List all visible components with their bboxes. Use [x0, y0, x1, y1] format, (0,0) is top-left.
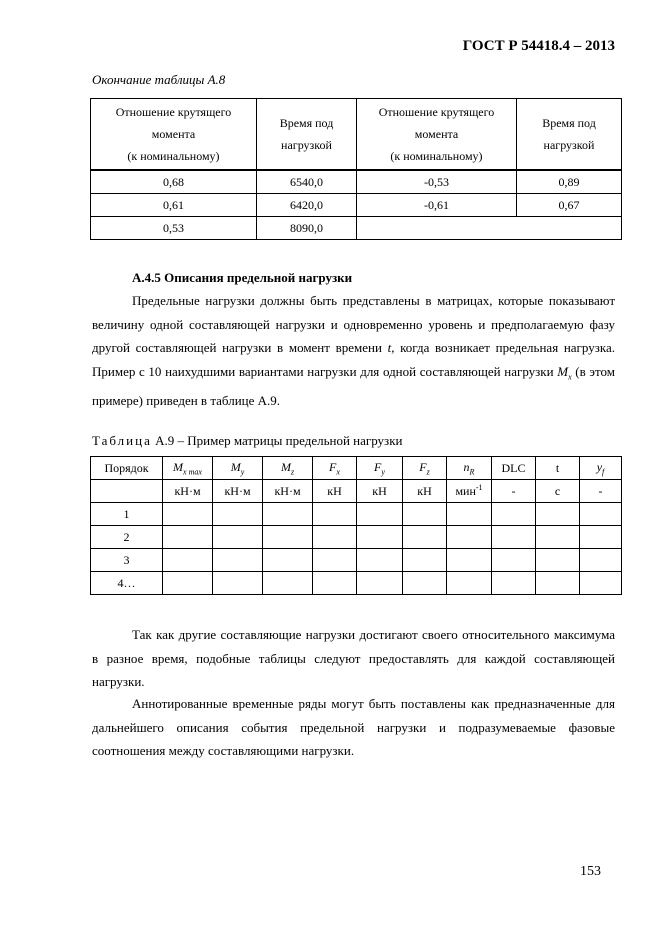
- header-fy: $F_y$: [357, 457, 403, 480]
- table-row: [91, 503, 622, 526]
- table-a9: [90, 456, 622, 595]
- table-row: [91, 217, 622, 240]
- section-heading: А.4.5 Описания предельной нагрузки: [132, 270, 353, 285]
- unit-cell: с: [536, 480, 580, 503]
- table-cell: 0,68: [91, 170, 257, 194]
- header-torque-ratio-1: Отношение крутящего момента (к номинальному): [91, 99, 257, 171]
- table-row: [91, 194, 622, 217]
- unit-cell: кН: [403, 480, 447, 503]
- table-units-row: [91, 480, 622, 503]
- unit-cell: кН·м: [163, 480, 213, 503]
- header-fx: $F_x$: [313, 457, 357, 480]
- table-cell: 0,67: [517, 194, 622, 217]
- table-cell: 8090,0: [257, 217, 357, 240]
- table-row: [91, 572, 622, 595]
- table-a9-caption: Таблица А.9 – Пример матрицы предельной нагрузки: [92, 433, 403, 448]
- table-cell: 0,89: [517, 170, 622, 194]
- unit-cell: кН: [313, 480, 357, 503]
- table-row: [91, 170, 622, 194]
- unit-cell: кН·м: [263, 480, 313, 503]
- row-label: 4…: [91, 572, 163, 595]
- header-nr: $n_R$: [447, 457, 492, 480]
- table-cell: 6420,0: [257, 194, 357, 217]
- table-cell-empty: [91, 480, 163, 503]
- header-fz: $F_z$: [403, 457, 447, 480]
- paragraph-annotated-series: Аннотированные временные ряды могут быть поставлены как предназначенные для дальнейшего описания события предельной нагрузки и подразумеваемые фазовые соотношения между составляющими нагрузки.: [92, 696, 615, 758]
- table-cell: 0,61: [91, 194, 257, 217]
- table-row: [91, 526, 622, 549]
- table-header-row: [91, 99, 622, 171]
- table-cell-empty: [357, 217, 622, 240]
- header-torque-ratio-2: Отношение крутящего момента (к номинальному): [357, 99, 517, 171]
- header-order: Порядок: [91, 457, 163, 480]
- header-time-under-load-1: Время под нагрузкой: [257, 99, 357, 171]
- table-continuation-caption: Окончание таблицы А.8: [92, 72, 226, 87]
- unit-cell: кН: [357, 480, 403, 503]
- header-time-under-load-2: Время под нагрузкой: [517, 99, 622, 171]
- paragraph-extreme-loads: Предельные нагрузки должны быть представлены в матрицах, которые показывают величину одной составляющей нагрузки и одновременно уровень и предполагаемую фазу другой составляющей нагрузки в момент времени t, когда возникает предельная нагрузка. Пример с 10 наихудшими вариантами нагрузки для одной составляющей нагрузки $M_x$ (в этом примере) приведен в таблице А.9.: [92, 293, 615, 408]
- row-label: 1: [91, 503, 163, 526]
- row-label: 3: [91, 549, 163, 572]
- paragraph-other-components: Так как другие составляющие нагрузки достигают своего относительного максимума в разное время, подобные таблицы следуют предоставлять для каждой составляющей нагрузки.: [92, 627, 615, 689]
- table-cell: 0,53: [91, 217, 257, 240]
- unit-cell: -: [580, 480, 622, 503]
- table-cell: -0,61: [357, 194, 517, 217]
- unit-cell: кН·м: [213, 480, 263, 503]
- table-cell: -0,53: [357, 170, 517, 194]
- header-mx-max: $M_{x max}$: [163, 457, 213, 480]
- unit-cell: мин$^{-1}$: [447, 480, 492, 503]
- table-row: [91, 549, 622, 572]
- header-yf: $y_f$: [580, 457, 622, 480]
- table-cell: 6540,0: [257, 170, 357, 194]
- header-my: $M_y$: [213, 457, 263, 480]
- header-dlc: DLC: [492, 457, 536, 480]
- table-a8: [90, 98, 622, 240]
- page-number: 153: [580, 864, 601, 879]
- row-label: 2: [91, 526, 163, 549]
- table-header-row: [91, 457, 622, 480]
- unit-cell: -: [492, 480, 536, 503]
- header-mz: $M_z$: [263, 457, 313, 480]
- standard-header: ГОСТ Р 54418.4 – 2013: [462, 38, 615, 54]
- header-t: t: [536, 457, 580, 480]
